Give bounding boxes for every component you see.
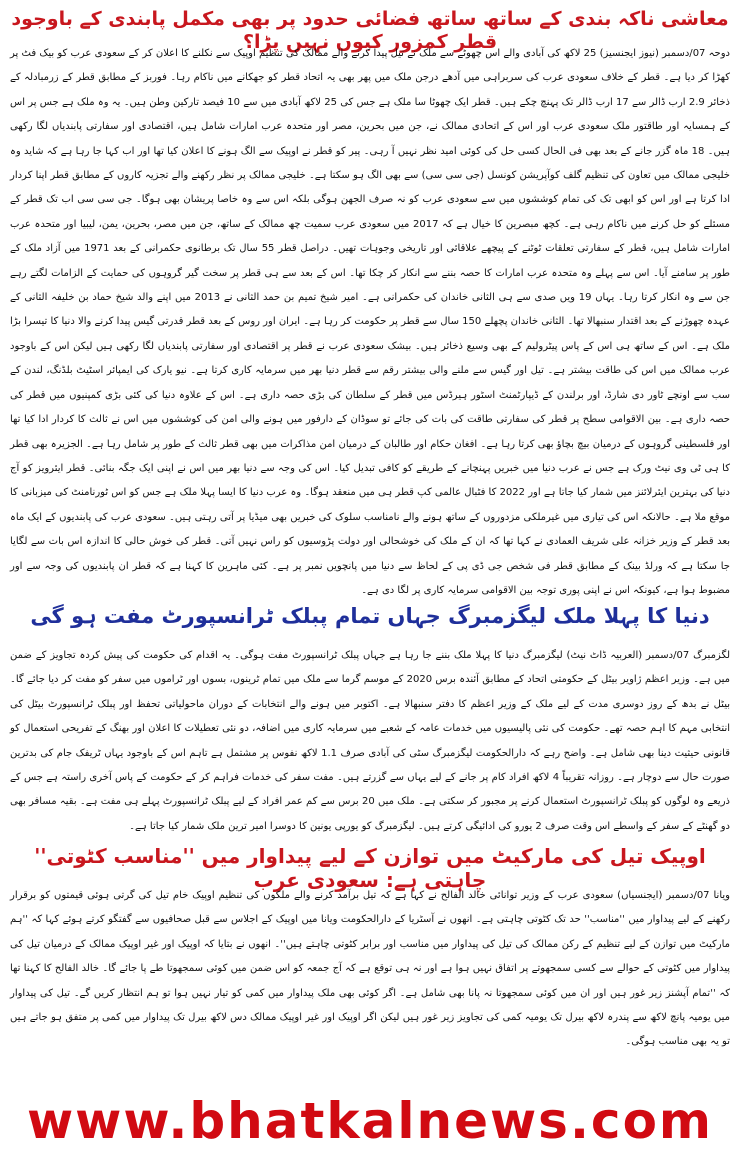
- headline-opec: اوپیک تیل کی مارکیٹ میں توازن کے لیے پیداوار میں ''مناسب کٹوتی'' چاہتی ہے: سعودی عرب: [34, 844, 706, 892]
- headline-luxembourg: دنیا کا پہلا ملک لیگزمبرگ جہاں تمام پبلک ٹرانسپورٹ مفت ہو گی: [30, 604, 710, 628]
- article-luxembourg: [8, 598, 732, 842]
- article-opec: [8, 842, 732, 1080]
- article-qatar: [8, 4, 732, 598]
- article-body-qatar: دوحہ 07/دسمبر (نیوز ایجنسیز) 25 لاکھ کی آبادی والے اس چھوٹے سے ملک نے تیل پیدا کرنے والے ممالک کی تنظیم اوپیک سے نکلنے کا اعلان کر کے سعودی عرب کو بیک فٹ پر کھڑا کر دیا ہے۔ قطر کے خلاف سعودی عرب کی سربراہی میں آدھے درجن ملک میں پھر بھی یہ اتحاد قطر کو جھکانے میں ناکام رہا۔ فوربز کے مطابق قطر کے زرمبادلہ کے ذخائر 2.9 ارب ڈالر سے 17 ارب ڈالر تک پہنچ چکے ہیں۔ قطر ایک چھوٹا سا ملک ہے جس کی 25 لاکھ آبادی میں سے 10 فیصد تارکین وطن ہیں۔ یہ وہ ملک ہے جس پر اس کے ہمسایہ اور طاقتور ملک سعودی عرب اور اس کے اتحادی ممالک نے، جن میں بحرین، مصر اور متحدہ عرب امارات شامل ہیں، اقتصادی اور سفارتی پابندیاں لگا رکھی ہیں۔ 18 ماہ گزر جانے کے بعد بھی فی الحال کسی حل کی کوئی امید نظر نہیں آ رہی۔ پیر کو قطر نے اوپیک سے الگ ہونے کا اعلان کیا تھا اور اب کہا جا رہا ہے کہ شاید وہ خلیجی ممالک میں تعاون کی تنظیم گلف کوآپریشن کونسل (جی سی سی) سے بھی الگ ہو سکتا ہے۔ خلیجی ممالک پر نظر رکھنے والے تجزیہ کاروں کے مطابق قطر اپنا کردار ادا کرتا ہے اور اس کو ابھی تک کی تمام کوششوں میں سے سعودی عرب کو نہ صرف الجھن ہوگی بلکہ اس سے وہ خاصا پریشان بھی ہوگا۔ جی سی سی اب تک قطر کے مسئلے کو حل کرنے میں ناکام رہی ہے۔ کچھ مبصرین کا خیال ہے کہ 2017 میں سعودی عرب سمیت چھ ممالک کے ساتھ، جن میں مصر، بحرین، یمن، لیبیا اور متحدہ عرب امارات شامل ہیں، قطر کے سفارتی تعلقات ٹوٹنے کے پیچھے علاقائی اور تاریخی وجوہات تھیں۔ دراصل قطر 55 سال تک برطانوی حکمرانی کے بعد 1971 میں آزاد ملک کے طور پر سامنے آیا۔ اس سے پہلے وہ متحدہ عرب امارات کا حصہ بننے سے انکار کر چکا تھا۔ اس کے بعد سے ہی قطر پر سخت گیر گروہوں کی حمایت کے الزامات لگتے رہے جن سے وہ انکار کرتا رہا۔ یہاں 19 ویں صدی سے ہی الثانی خاندان کی حکمرانی ہے۔ امیر شیخ تمیم بن حمد الثانی نے 2013 میں اپنے والد شیخ حماد بن خلیفہ الثانی کے عہدہ چھوڑنے کے بعد اقتدار سنبھالا تھا۔ الثانی خاندان پچھلے 150 سال سے قطر پر حکومت کر رہا ہے۔ ایران اور روس کے بعد قطر قدرتی گیس پیدا کرنے والا دنیا کا تیسرا بڑا ملک ہے۔ اس کے ساتھ ہی اس کے پاس پیٹرولیم کے بھی وسیع ذخائر ہیں۔ بیشک سعودی عرب نے قطر پر اقتصادی اور سفارتی پابندیاں لگا رکھی ہیں لیکن اس کے باوجود عرب ممالک میں اس کی طاقت بیشتر ہے۔ تیل اور گیس سے ملنے والی بیشتر رقم سے قطر دنیا بھر میں سرمایہ کاری کرتا ہے۔ نیو یارک کی ایمپائر اسٹیٹ بلڈنگ، لندن کے سب سے اونچے ٹاور دی شارڈ، اور برلندن کے ڈیپارٹمنٹ اسٹور ہیرڈس میں قطر کے سلطان کی بڑی حصہ داری ہے۔ اس کے علاوہ دنیا کی کئی بڑی کمپنیوں میں قطر کی حصہ داری ہے۔ بین الاقوامی سطح پر قطر کی سفارتی طاقت کی بات کی جائے تو سوڈان کے دارفور میں ہونے والی امن کی کوششوں میں اس نے ثالث کا کردار ادا کیا تھا اور فلسطینی گروہوں کے درمیان بیچ بچاؤ بھی کرتا رہا ہے۔ افغان حکام اور طالبان کے درمیان امن مذاکرات میں بھی قطر ثالث کے طور پر شامل رہا ہے۔ الجزیرہ بھی قطر کا ہی ٹی وی نیٹ ورک ہے جس نے عرب دنیا میں خبریں پہنچانے کے طریقے کو کافی تبدیل کیا۔ اس کی وجہ سے دنیا بھر میں اس نے اپنی ایک جگہ بنائی۔ قطر ایئرویز کو آج دنیا کی بہترین ایئرلائنز میں شمار کیا جاتا ہے اور 2022 کا فٹبال عالمی کپ قطر ہی میں منعقد ہوگا۔ وہ عرب دنیا کا ایسا پہلا ملک ہے جس کو اس ٹورنامنٹ کی میزبانی کا موقع ملا ہے۔ حالانکہ اس کی تیاری میں غیرملکی مزدوروں کے ساتھ ہونے والے نامناسب سلوک کی خبریں بھی میڈیا پر آتی رہتی ہیں۔ سعودی عرب کی پابندیوں کے ایک ماہ بعد قطر کے وزیر خزانہ علی شریف العمادی نے کہا تھا کہ ان کے ملک کی خوشحالی اور دولت پڑوسیوں کو راس نہیں آتی۔ قطر کی خوش حالی کا اندازہ اس بات سے لگایا جا سکتا ہے کہ ورلڈ بینک کے مطابق قطر فی شخص جی ڈی پی کے لحاظ سے دنیا میں پانچویں نمبر پر ہے۔ کئی ماہرین کا کہنا ہے کہ قطر ان پابندیوں کی وجہ سے اور مضبوط ہوا ہے، کیونکہ اس نے اپنی پوری توجہ بین الاقوامی سرمایہ کاری پر لگا دی ہے۔: [10, 48, 731, 596]
- headline-qatar: معاشی ناکہ بندی کے ساتھ ساتھ فضائی حدود پر بھی مکمل پابندی کے باوجود قطر کمزور کیوں نہیں پڑا؟: [11, 8, 729, 53]
- article-body-luxembourg: لگزمبرگ 07/دسمبر (العربیہ ڈاٹ نیٹ) لیگزمبرگ دنیا کا پہلا ملک بننے جا رہا ہے جہاں پبلک ٹرانسپورٹ مفت ہوگی۔ یہ اقدام کی حکومت کی پیش کردہ تجاویز کے ضمن میں ہے۔ وزیر اعظم ژاویر بیٹل کے حکومتی اتحاد کے مطابق آئندہ برس 2020 کے موسم گرما سے ملک میں تمام ٹرینوں، بسوں اور ٹراموں میں سفر کو مفت کر دیا جائے گا۔ بیٹل نے بدھ کے روز دوسری مدت کے لیے ملک کے وزیر اعظم کا دفتر سنبھالا ہے۔ اکتوبر میں ہونے والے انتخابات کے دوران ماحولیاتی تحفظ اور پبلک ٹرانسپورٹ بیٹل کی انتخابی مہم کا اہم حصہ تھے۔ حکومت کی نئی پالیسیوں میں خدمات عامہ کے شعبے میں سرمایہ کاری میں اضافہ، دو نئی تعطیلات کا اعلان اور بھنگ کے تفریحی استعمال کو قانونی حیثیت دینا بھی شامل ہے۔ واضح رہے کہ دارالحکومت لیگزمبرگ سٹی کی آبادی صرف 1.1 لاکھ نفوس پر مشتمل ہے تاہم اس کے باوجود یہاں ٹریفک جام کی بدترین صورت حال سے دوچار ہے۔ روزانہ تقریباً 4 لاکھ افراد کام پر جانے کے لیے یہاں سے گزرتے ہیں۔ مفت سفر کی خدمات فراہم کر کے حکومت کے پاس آخری راستہ ہے جس کے ذریعے وہ لوگوں کو پبلک ٹرانسپورٹ استعمال کرنے پر مجبور کر سکتی ہے۔ ملک میں 20 برس سے کم عمر افراد کے لیے پبلک ٹرانسپورٹ پہلے ہی مفت ہے۔ بقیہ مسافر بھی دو گھنٹے کے سفر کے واسطے اس وقت صرف 2 یورو کی ادائیگی کرتے ہیں۔ لیگزمبرگ کو یورپی یونین کا دوسرا امیر ترین ملک شمار کیا جاتا ہے۔: [10, 650, 731, 832]
- article-body-opec: ویانا 07/دسمبر (ایجنسیاں) سعودی عرب کے وزیر توانائی خالد الفالح نے کہا ہے کہ تیل برآمد کرنے والے ملکوں کی تنظیم اوپیک خام تیل کی گرتی ہوئی قیمتوں کو برقرار رکھنے کے لیے پیداوار میں ''مناسب'' حد تک کٹوتی چاہتی ہے۔ انھوں نے آسٹریا کے دارالحکومت ویانا میں اوپیک کے اجلاس سے قبل صحافیوں سے گفتگو کرتے ہوئے کہا کہ ''ہم مارکیٹ میں توازن کے لیے تنظیم کے رکن ممالک کی تیل کی پیداوار میں مناسب اور برابر کٹوتی چاہتے ہیں''۔ انھوں نے بتایا کہ اوپیک اور غیر اوپیک ممالک کے درمیان تیل کی پیداوار میں کٹوتی کے حوالے سے کسی سمجھوتے پر اتفاق نہیں ہوا ہے اور نہ ہی توقع ہے کہ آج جمعہ کو اس ضمن میں کوئی سمجھوتا طے پا جائے گا۔ خالد الفالح کا کہنا تھا کہ ''تمام آپشنز زیر غور ہیں اور ان میں کوئی سمجھوتا نہ پانا بھی شامل ہے۔ اگر کوئی بھی ملک پیداوار میں کمی کو تیار نہیں ہوا تو ہم انتظار کریں گے۔ تیل کی پیداوار میں یومیہ پانچ لاکھ سے پندرہ لاکھ بیرل تک یومیہ کمی کی تجاویز زیر غور ہیں لیکن اگر اوپیک اور غیر اوپیک ممالک دس لاکھ بیرل تک پیداوار میں کمی پر متفق ہو جاتے ہیں تو یہ بھی مناسب ہوگی۔: [10, 890, 730, 1048]
- website-watermark: www.bhatkalnews.com: [26, 1092, 714, 1150]
